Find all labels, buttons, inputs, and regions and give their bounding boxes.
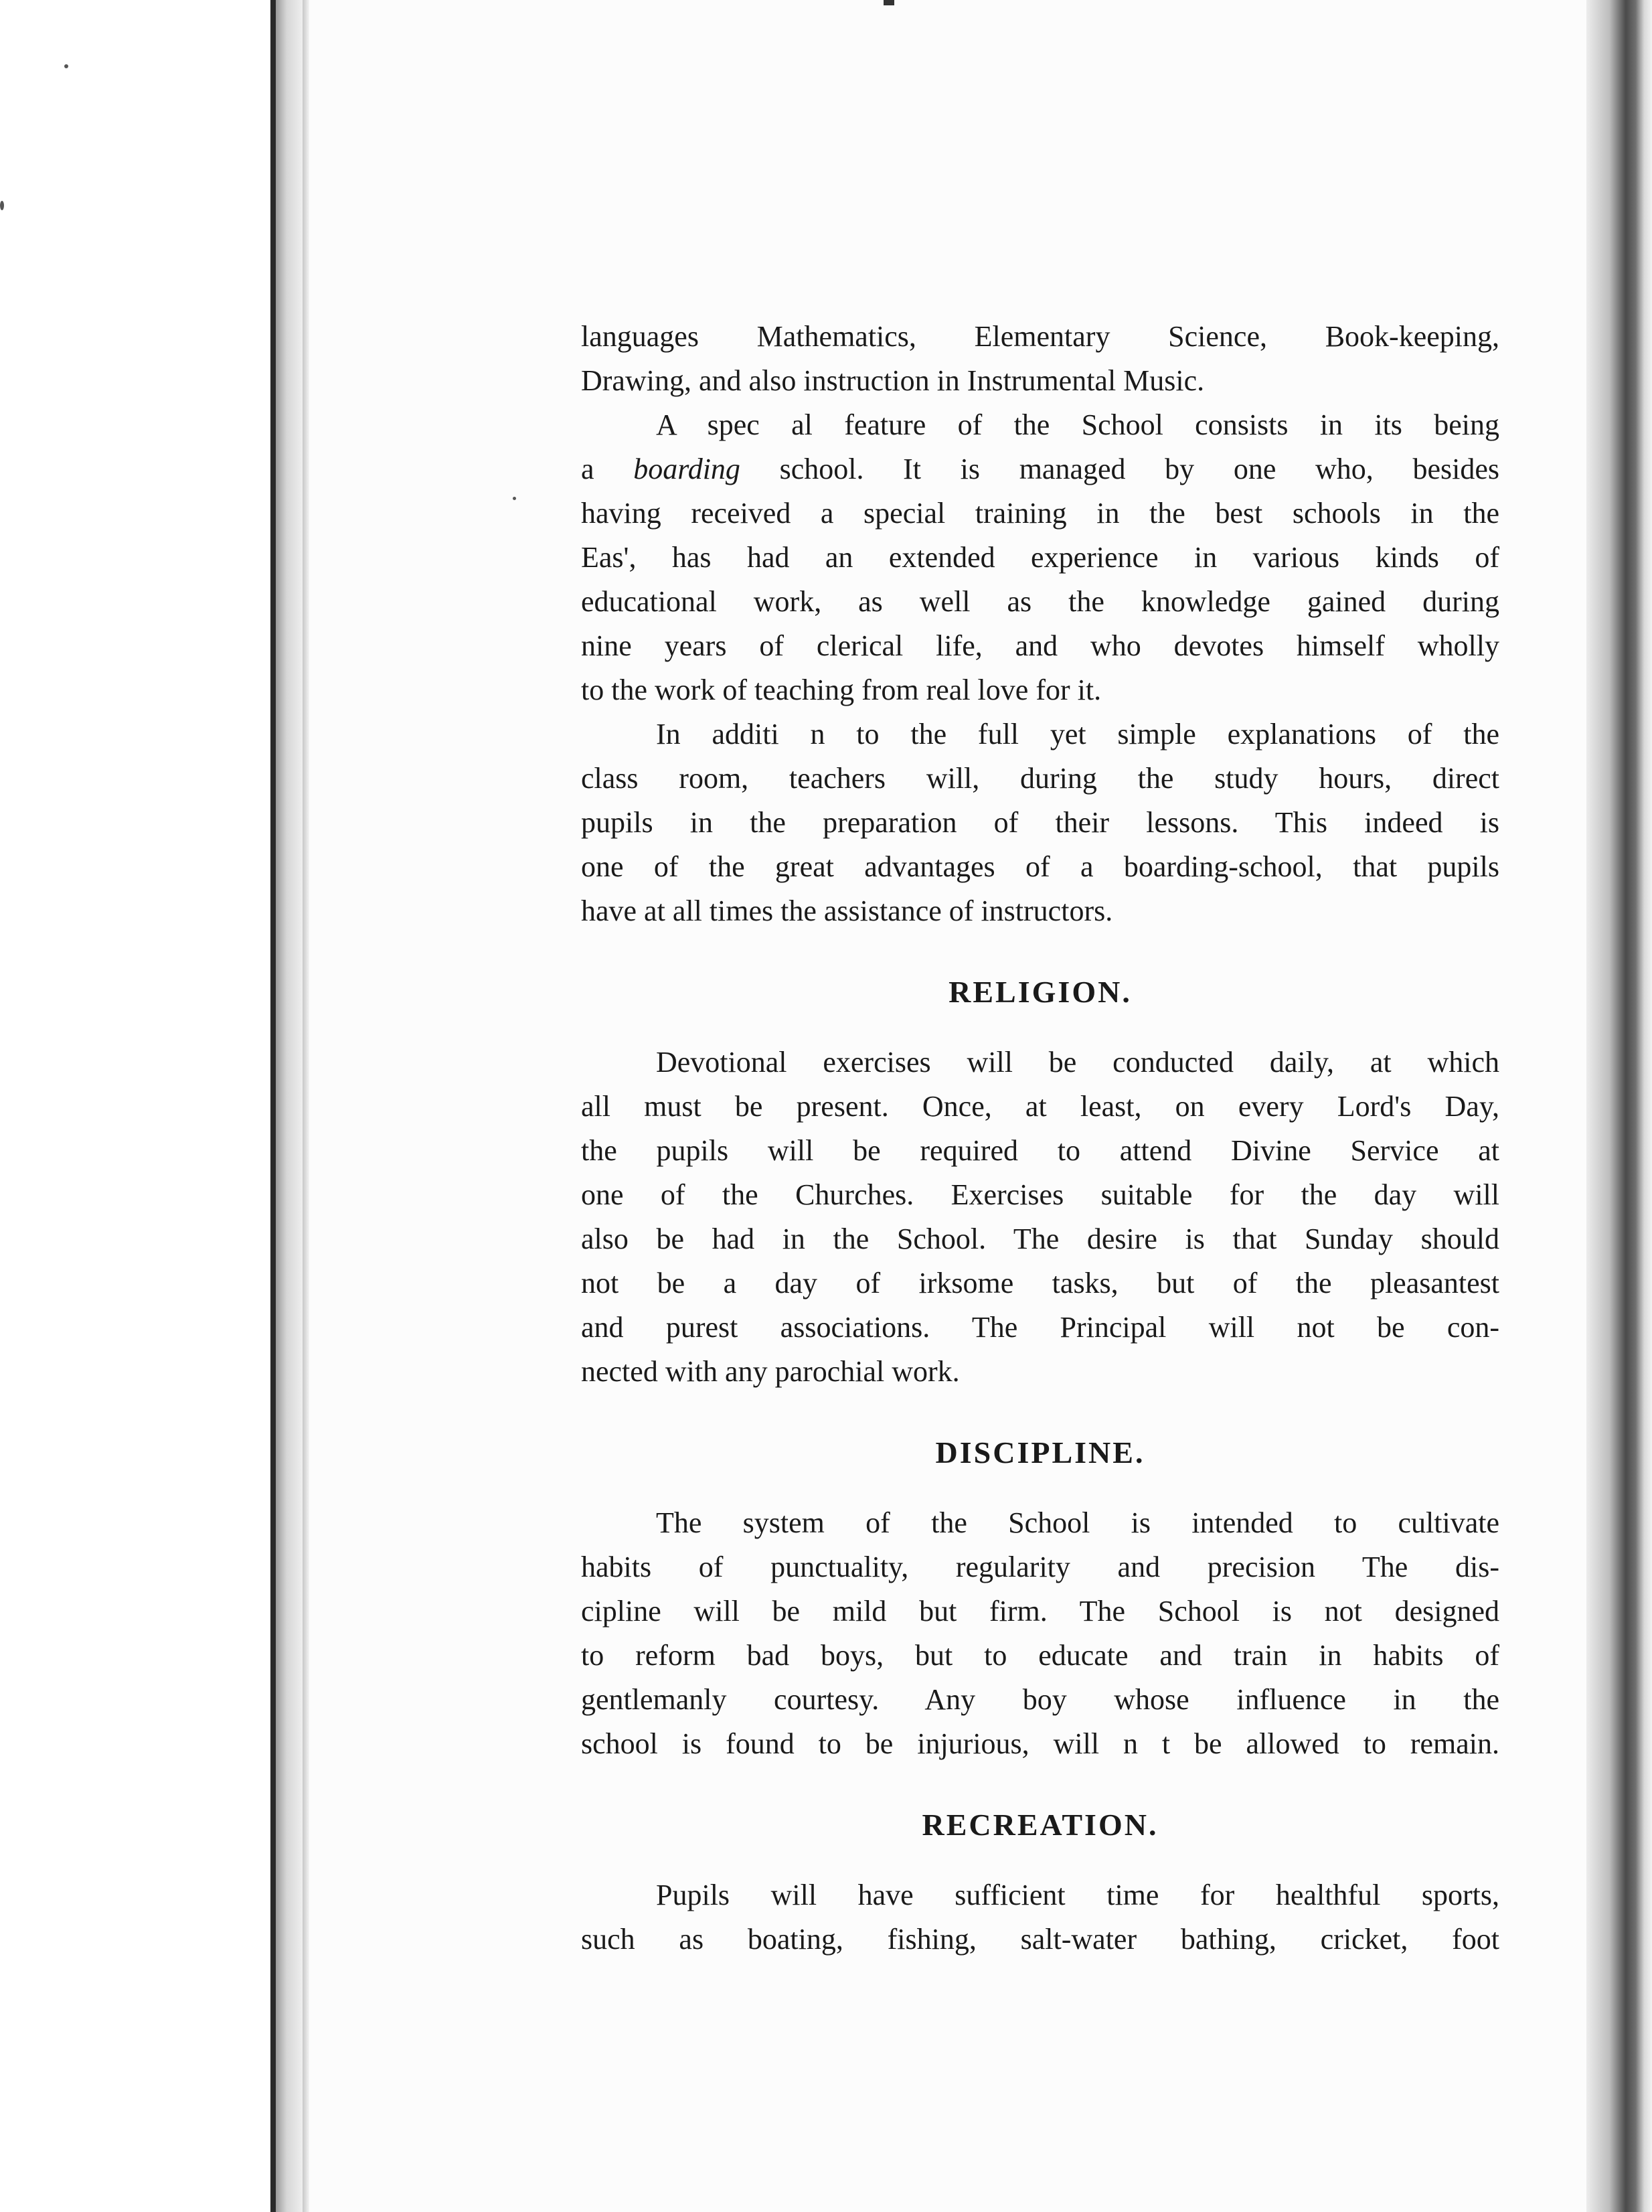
text-line: also be had in the School. The desire is that Sunday should xyxy=(581,1222,1499,1255)
text-line: having received a special training in the best schools in the xyxy=(581,497,1499,530)
text-line: class room, teachers will, during the study hours, direct xyxy=(581,762,1499,795)
text-line: to the work of teaching from real love for it. xyxy=(581,674,1102,706)
paragraph-religion xyxy=(581,1040,1499,1394)
text-line: have at all times the assistance of instructors. xyxy=(581,894,1113,927)
text-line: the pupils will be required to attend Divine Service at xyxy=(581,1134,1499,1167)
section-heading-recreation: RECREATION. xyxy=(922,1808,1159,1842)
text-line: one of the great advantages of a boarding-school, that pupils xyxy=(581,850,1499,883)
text-line: educational work, as well as the knowledge gained during xyxy=(581,585,1499,618)
text-fragment: school. It is managed by one who, besides xyxy=(740,453,1500,485)
text-fragment: a xyxy=(581,453,634,485)
text-line: Pupils will have sufficient time for healthful sports, xyxy=(656,1879,1499,1911)
page-edge-right xyxy=(1586,0,1652,2212)
text-line: not be a day of irksome tasks, but of the pleasantest xyxy=(581,1267,1499,1299)
text-line: one of the Churches. Exercises suitable for the day will xyxy=(581,1178,1499,1211)
page-gutter-shadow xyxy=(276,0,303,2212)
section-heading-discipline: DISCIPLINE. xyxy=(935,1435,1145,1470)
text-line: school is found to be injurious, will n t be allowed to remain. xyxy=(581,1727,1499,1760)
text-line: pupils in the preparation of their lessons. This indeed is xyxy=(581,806,1499,839)
text-line: Devotional exercises will be conducted daily, at which xyxy=(656,1046,1499,1079)
scan-speck xyxy=(64,64,68,68)
scan-margin-left xyxy=(0,0,268,2212)
text-line: Eas', has had an extended experience in various kinds of xyxy=(581,541,1499,574)
text-line: cipline will be mild but firm. The School is not designed xyxy=(581,1595,1499,1628)
paragraph-discipline xyxy=(581,1501,1499,1766)
text-line: all must be present. Once, at least, on every Lord's Day, xyxy=(581,1090,1499,1123)
text-line: habits of punctuality, regularity and precision The dis- xyxy=(581,1551,1499,1583)
section-heading-religion: RELIGION. xyxy=(948,975,1132,1009)
scan-speck xyxy=(513,497,516,500)
paragraph-curriculum xyxy=(581,315,1499,403)
text-line: A spec al feature of the School consists in its being xyxy=(656,408,1499,441)
text-line: gentlemanly courtesy. Any boy whose influence in the xyxy=(581,1683,1499,1716)
text-line: nected with any parochial work. xyxy=(581,1355,960,1388)
text-line: Drawing, and also instruction in Instrumental Music. xyxy=(581,364,1205,397)
text-line: to reform bad boys, but to educate and train in habits of xyxy=(581,1639,1499,1672)
text-line: In additi n to the full yet simple explanations of the xyxy=(656,718,1499,750)
scan-top-mark xyxy=(884,0,894,5)
page-edge-left xyxy=(270,0,276,2212)
document-body xyxy=(581,315,1499,1962)
text-line: such as boating, fishing, salt-water bathing, cricket, foot xyxy=(581,1923,1499,1956)
italic-word-boarding: boarding xyxy=(633,453,740,485)
text-line: The system of the School is intended to cultivate xyxy=(656,1506,1499,1539)
paragraph-boarding-feature xyxy=(581,403,1499,712)
text-line: languages Mathematics, Elementary Science, Book-keeping, xyxy=(581,320,1499,353)
scan-speck xyxy=(0,201,4,210)
text-line: nine years of clerical life, and who devotes himself wholly xyxy=(581,629,1499,662)
text-line xyxy=(581,447,1499,491)
text-line: and purest associations. The Principal will not be con- xyxy=(581,1311,1499,1344)
paragraph-study-hours xyxy=(581,712,1499,933)
paragraph-recreation xyxy=(581,1873,1499,1962)
page-gutter-inner xyxy=(303,0,309,2212)
